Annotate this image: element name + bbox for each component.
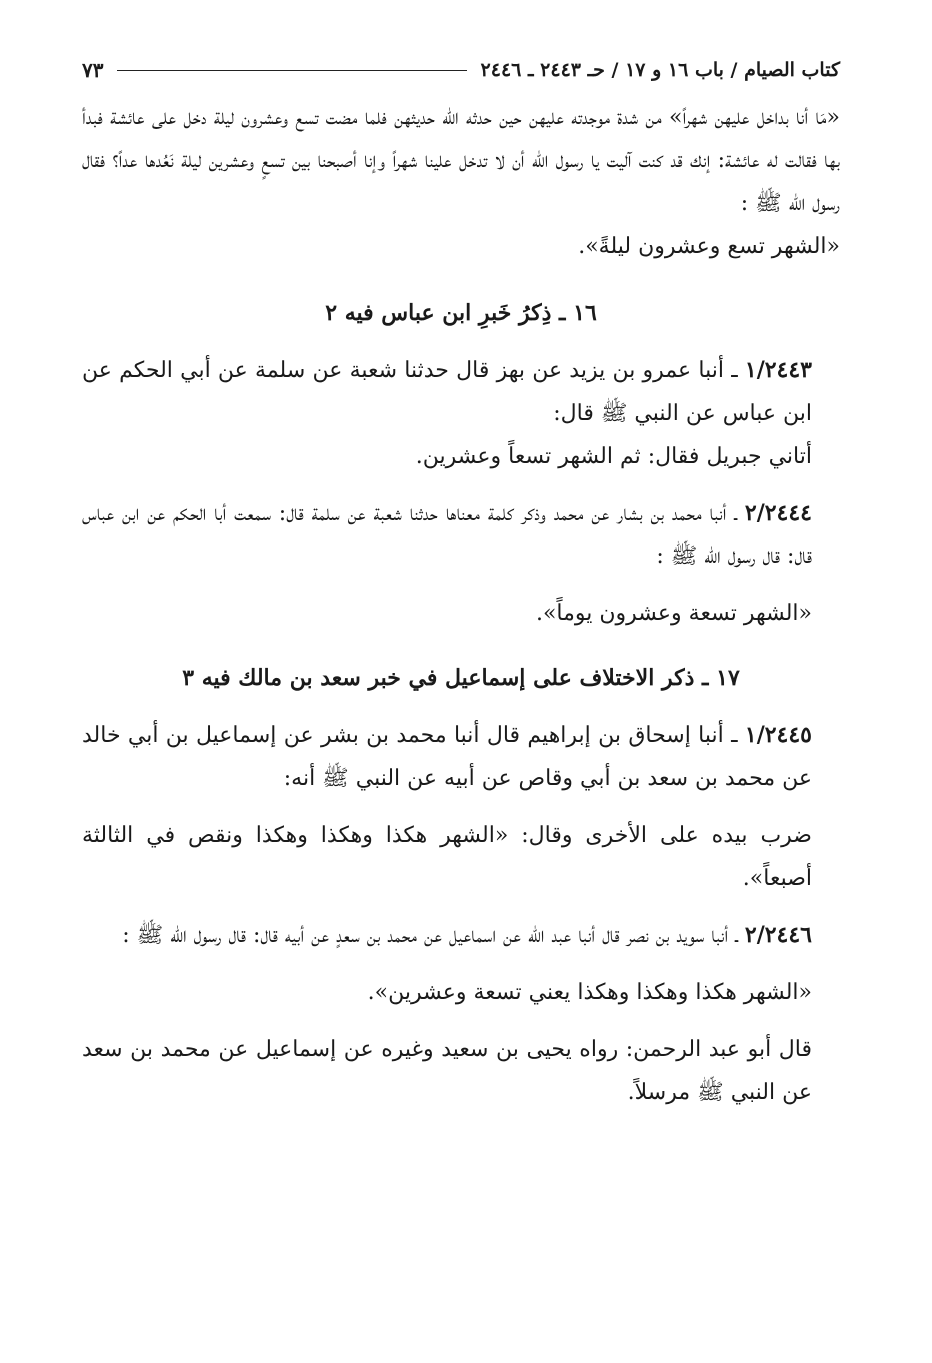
section-heading-17: ١٧ ـ ذكر الاختلاف على إسماعيل في خبر سعد بن مالك فيه ٣	[182, 665, 740, 691]
book-page	[82, 48, 840, 1323]
section-heading-16: ١٦ ـ ذِكرُ خَبرِ ابن عباس فيه ٢	[325, 300, 597, 326]
hadith-number: ١/٢٤٤٣	[744, 357, 812, 383]
hadith-quote: ضرب بيده على الأخرى وقال: «الشهر هكذا وهكذا وهكذا ونقص في الثالثة أصبعاً».	[82, 823, 812, 891]
running-header	[82, 48, 840, 92]
quote-line: «الشهر تسع وعشرون ليلةً».	[578, 234, 840, 259]
hadith-quote: أتاني جبريل فقال: ثم الشهر تسعاً وعشرين.	[415, 444, 812, 469]
hadith-text: ـ أنبا محمد بن بشار عن محمد وذكر كلمة معناها حدثنا شعبة عن سلمة قال: سمعت أبا الحكم عن ابن عباس قال: قال رسول الله ﷺ :	[82, 501, 812, 569]
hadith-quote: «الشهر تسعة وعشرون يوماً».	[535, 601, 812, 626]
paragraph-continuation: «مَا أنا بداخل عليهن شهراً» من شدة موجدته عليهن حين حدثه الله حديثهن فلما مضت تسع وعشرون ليلة دخل على عائشة فبدأ بها فقالت له عائشة: إنك قد كنت آليت يا رسول الله أن لا تدخل علينا شهراً وإنا أصبحنا بين تسعٍ وعشرين ليلة نَعُدها عداً؟ فقال رسول الله ﷺ :	[82, 105, 840, 216]
hadith-number: ٢/٢٤٤٤	[744, 500, 812, 526]
header-rule	[117, 70, 466, 71]
running-title: كتاب الصيام / باب ١٦ و ١٧ / حـ ٢٤٤٣ ـ ٢٤٤٦	[480, 59, 840, 81]
hadith-2446	[82, 914, 840, 957]
hadith-2444	[82, 492, 840, 578]
closing-remark: قال أبو عبد الرحمن: رواه يحيى بن سعيد وغيره عن إسماعيل عن محمد بن سعد عن النبي ﷺ مرسلاً.	[82, 1037, 812, 1105]
hadith-number: ١/٢٤٤٥	[744, 722, 812, 748]
page-number: ٧٣	[82, 58, 104, 82]
hadith-number: ٢/٢٤٤٦	[744, 922, 812, 948]
hadith-2443	[82, 349, 840, 435]
page-body	[82, 96, 840, 1114]
hadith-text: ـ أنبا سويد بن نصر قال أنبا عبد الله عن اسماعيل عن محمد بن سعدٍ عن أبيه قال: قال رسول الله ﷺ :	[122, 923, 745, 948]
hadith-text: ـ أنبا عمرو بن يزيد عن بهز قال حدثنا شعبة عن سلمة عن أبي الحكم عن ابن عباس عن النبي ﷺ قال:	[82, 358, 812, 426]
hadith-2445	[82, 714, 840, 800]
hadith-quote: «الشهر هكذا وهكذا وهكذا يعني تسعة وعشرين».	[367, 980, 812, 1005]
hadith-text: ـ أنبا إسحاق بن إبراهيم قال أنبا محمد بن بشر عن إسماعيل بن أبي خالد عن محمد بن سعد بن أبي وقاص عن أبيه عن النبي ﷺ أنه:	[82, 723, 812, 791]
